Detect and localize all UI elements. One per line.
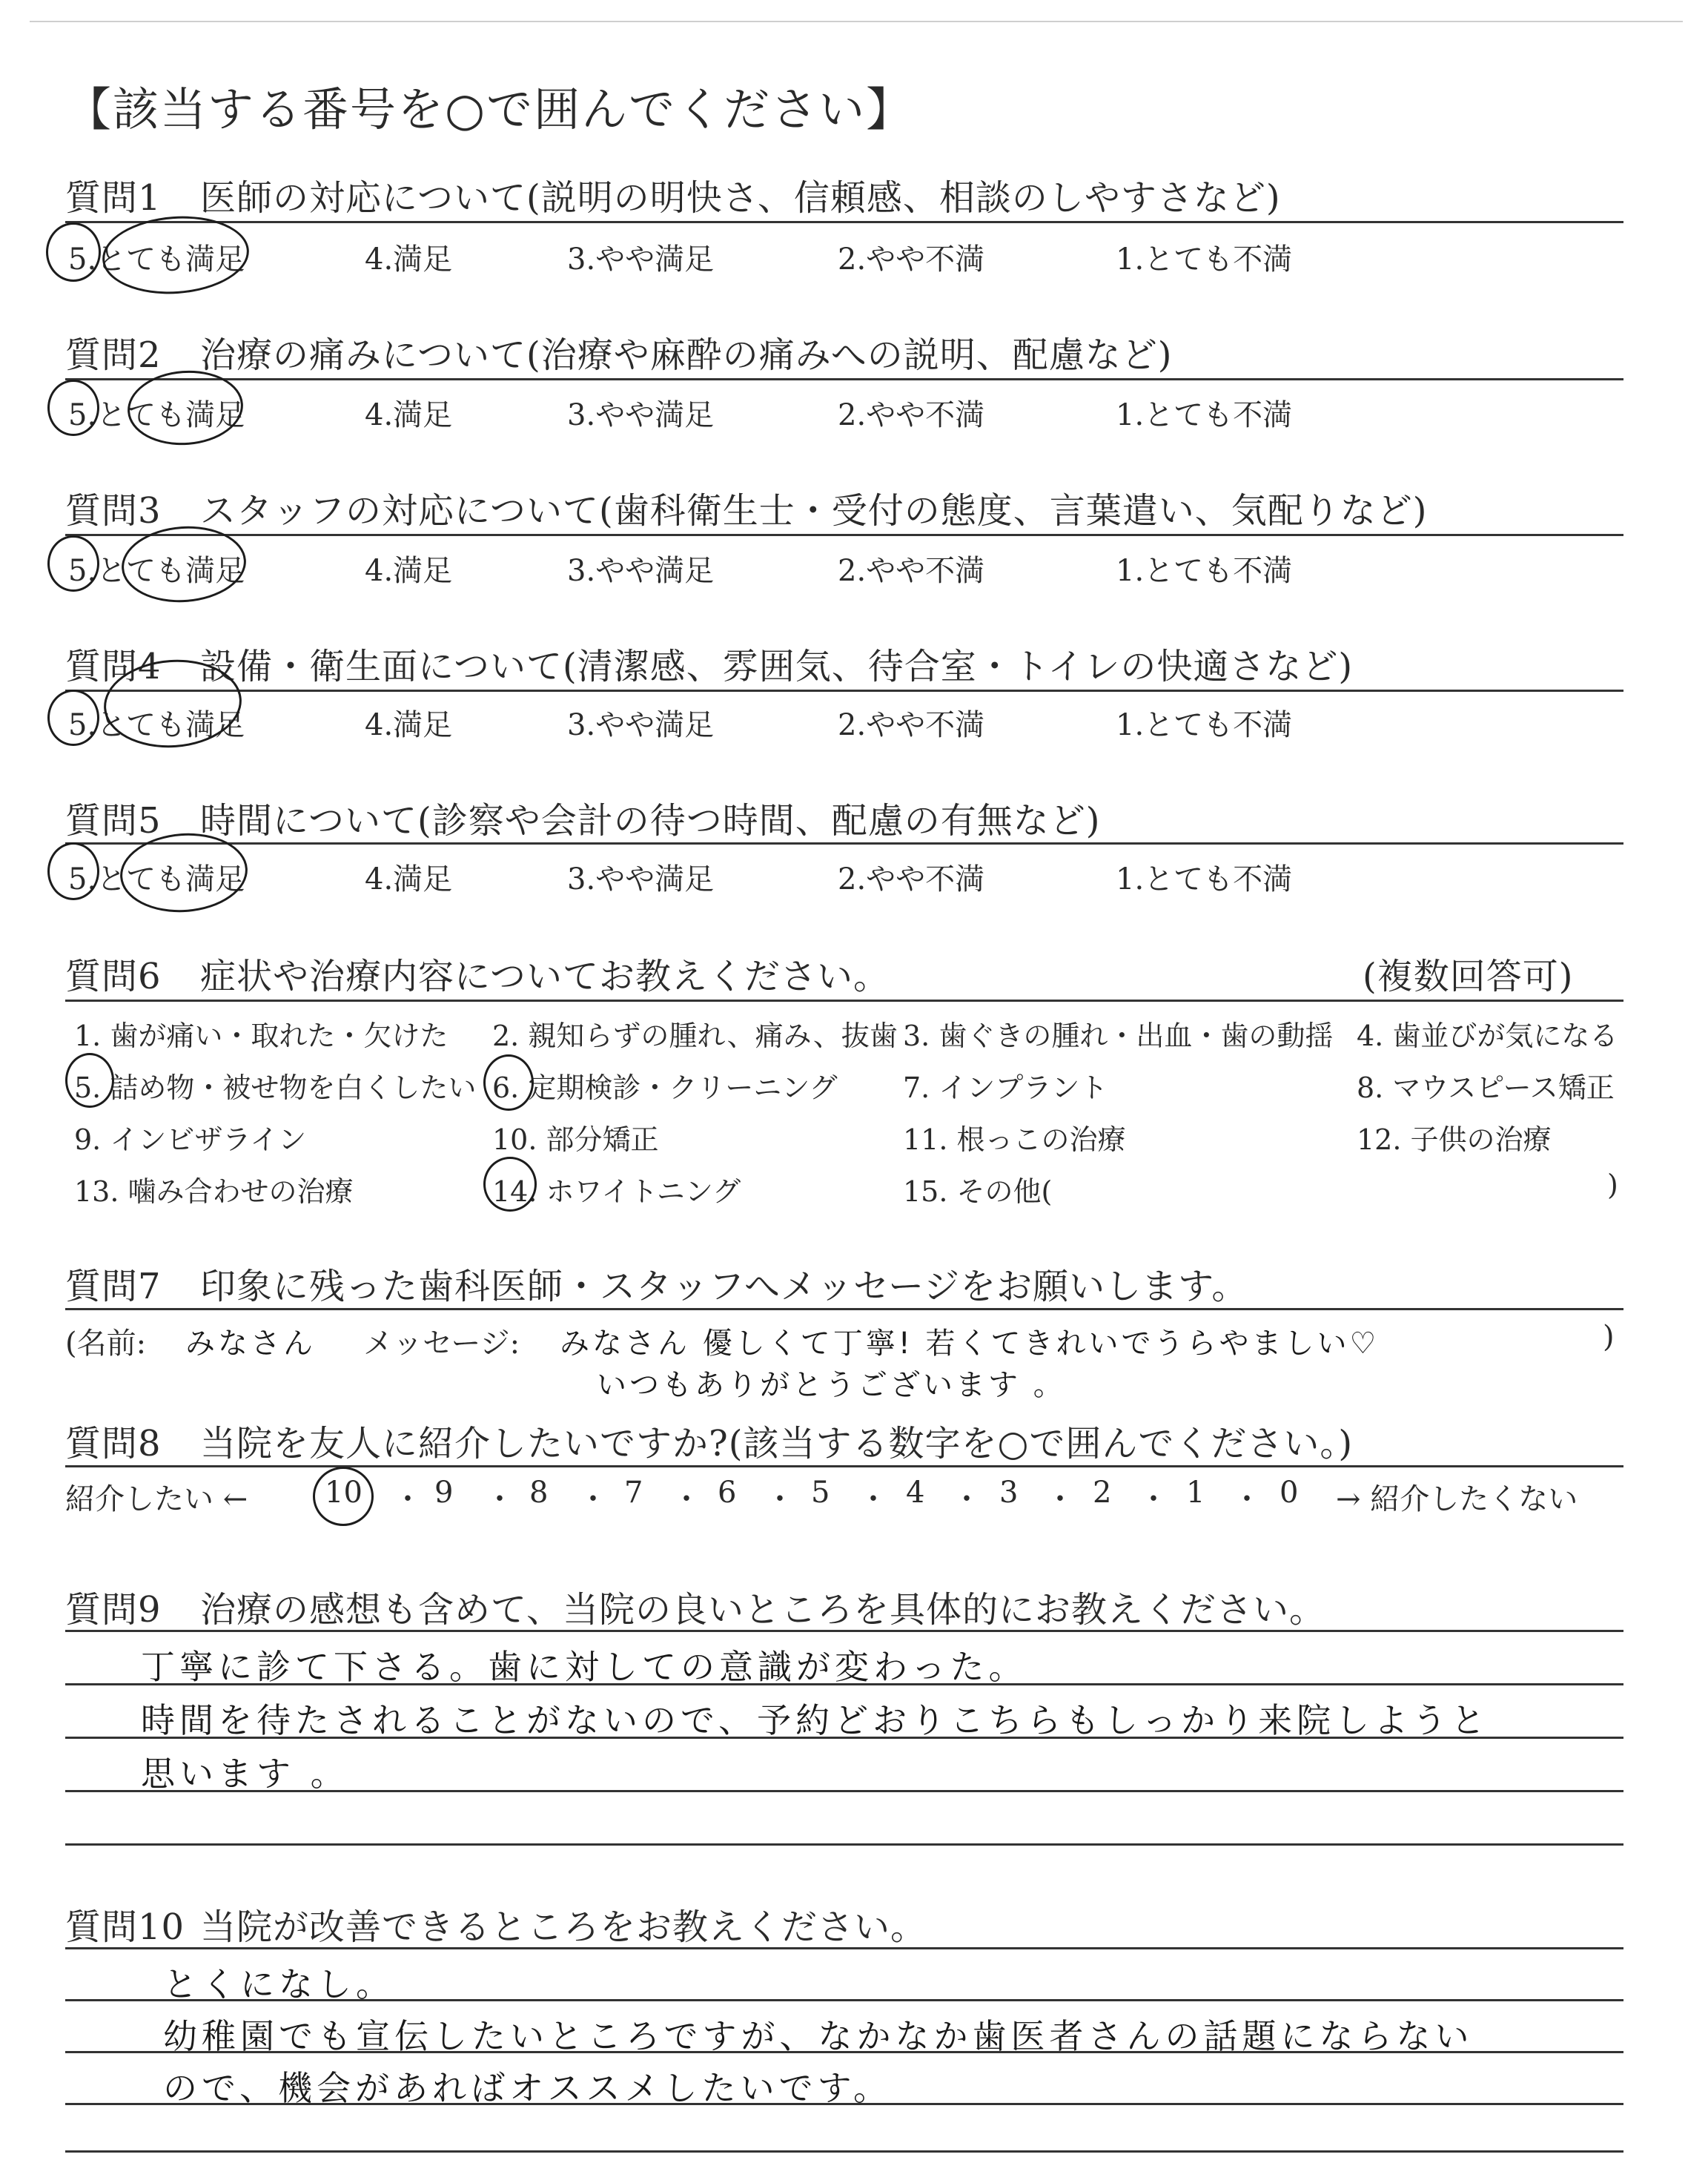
q8-scale-0[interactable]: 0 <box>1280 1476 1299 1510</box>
q8-scale-10[interactable]: 10 <box>325 1476 363 1510</box>
q2-label: 質問2 <box>65 334 162 376</box>
q5-option-3[interactable]: 3.やや満足 <box>567 862 715 896</box>
q2-text: 治療の痛みについて(治療や麻酔の痛みへの説明、配慮など) <box>200 334 1173 376</box>
q1-rule <box>65 221 1623 223</box>
q10-answer-line1[interactable]: とくになし。 <box>163 1964 394 2004</box>
q9-rule-1 <box>65 1630 1623 1632</box>
q1-label: 質問1 <box>65 177 162 219</box>
q7-message-line1[interactable]: みなさん 優しくて丁寧! 若くてきれいでうらやましい♡ <box>560 1327 1380 1361</box>
q8-scale-9[interactable]: 9 <box>434 1476 454 1510</box>
q6-text: 症状や治療内容についてお教えください。 <box>200 956 890 997</box>
q1-hand-circle-number <box>46 222 101 282</box>
q9-label: 質問9 <box>65 1589 162 1631</box>
q6-item-10[interactable]: 10. 部分矯正 <box>492 1123 659 1156</box>
q4-option-2[interactable]: 2.やや不満 <box>838 708 985 742</box>
q1-option-5[interactable]: 5.とても満足 <box>68 242 245 277</box>
q10-label: 質問10 <box>65 1906 185 1948</box>
q8-scale-8[interactable]: 8 <box>529 1476 549 1510</box>
q8-scale-dot-3: ・ <box>578 1482 608 1516</box>
q5-option-1[interactable]: 1.とても不満 <box>1116 862 1293 896</box>
q1-option-3[interactable]: 3.やや満足 <box>567 242 715 277</box>
q9-answer-line1[interactable]: 丁寧に診て下さる。歯に対しての意識が変わった。 <box>141 1647 1027 1687</box>
q6-item-2[interactable]: 2. 親知らずの腫れ、痛み、抜歯 <box>492 1020 898 1052</box>
q5-rule <box>65 842 1623 845</box>
q2-option-2[interactable]: 2.やや不満 <box>838 398 985 432</box>
q2-option-4[interactable]: 4.満足 <box>365 398 453 432</box>
q8-text: 当院を友人に紹介したいですか?(該当する数字を○で囲んでください。) <box>200 1423 1354 1464</box>
q4-label: 質問4 <box>65 646 162 687</box>
q8-scale-1[interactable]: 1 <box>1186 1476 1205 1510</box>
q8-scale-5[interactable]: 5 <box>811 1476 830 1510</box>
q5-option-2[interactable]: 2.やや不満 <box>838 862 985 896</box>
q4-hand-circle-number <box>47 690 99 746</box>
q1-option-2[interactable]: 2.やや不満 <box>838 242 985 277</box>
q2-option-1[interactable]: 1.とても不満 <box>1116 398 1293 432</box>
q3-option-1[interactable]: 1.とても不満 <box>1116 554 1293 588</box>
q4-option-1[interactable]: 1.とても不満 <box>1116 708 1293 742</box>
q6-item-9[interactable]: 9. インビザライン <box>74 1123 307 1156</box>
q8-scale-dot-4: ・ <box>672 1482 701 1516</box>
q10-rule-5 <box>65 2150 1623 2153</box>
q8-scale-dot-10: ・ <box>1232 1482 1262 1516</box>
q6-item-4[interactable]: 4. 歯並びが気になる <box>1357 1020 1618 1052</box>
q2-hand-circle-number <box>47 380 99 436</box>
q6-item-5[interactable]: 5. 詰め物・被せ物を白くしたい <box>74 1071 477 1104</box>
q8-scale-dot-5: ・ <box>765 1482 795 1516</box>
q3-text: スタッフの対応について(歯科衛生士・受付の態度、言葉遣い、気配りなど) <box>200 490 1428 532</box>
q6-item-1[interactable]: 1. 歯が痛い・取れた・欠けた <box>74 1020 448 1052</box>
q7-name-value[interactable]: みなさん <box>185 1327 316 1361</box>
page-title: 【該当する番号を○で囲んでください】 <box>65 82 914 136</box>
q3-option-5[interactable]: 5.とても満足 <box>68 554 245 588</box>
q6-item-12[interactable]: 12. 子供の治療 <box>1357 1123 1552 1156</box>
q2-rule <box>65 378 1623 380</box>
q4-text: 設備・衛生面について(清潔感、雰囲気、待合室・トイレの快適さなど) <box>200 646 1354 687</box>
q8-scale-6[interactable]: 6 <box>718 1476 737 1510</box>
q6-item-11[interactable]: 11. 根っこの治療 <box>903 1123 1126 1156</box>
q6-hand-circle-6 <box>483 1054 534 1111</box>
q9-text: 治療の感想も含めて、当院の良いところを具体的にお教えください。 <box>200 1589 1326 1631</box>
q4-option-5[interactable]: 5.とても満足 <box>68 708 245 742</box>
q5-label: 質問5 <box>65 800 162 842</box>
q3-option-4[interactable]: 4.満足 <box>365 554 453 588</box>
q1-hand-circle-label <box>100 211 252 299</box>
q3-label: 質問3 <box>65 490 162 532</box>
q1-option-1[interactable]: 1.とても不満 <box>1116 242 1293 277</box>
q8-scale-dot-8: ・ <box>1045 1482 1075 1516</box>
q6-label: 質問6 <box>65 956 162 997</box>
q8-scale-7[interactable]: 7 <box>624 1476 643 1510</box>
q7-text: 印象に残った歯科医師・スタッフへメッセージをお願いします。 <box>200 1266 1248 1307</box>
q3-hand-circle-number <box>47 535 99 592</box>
q8-left-label: 紹介したい ← <box>65 1482 248 1516</box>
q6-item-15[interactable]: 15. その他( <box>903 1175 1053 1208</box>
q8-scale-2[interactable]: 2 <box>1093 1476 1112 1510</box>
q5-hand-circle-number <box>47 842 99 900</box>
q4-option-4[interactable]: 4.満足 <box>365 708 453 742</box>
q7-name-label: (名前: <box>65 1327 147 1361</box>
q8-scale-dot-9: ・ <box>1139 1482 1168 1516</box>
q6-item-8[interactable]: 8. マウスピース矯正 <box>1357 1071 1615 1104</box>
q10-answer-line2[interactable]: 幼稚園でも宣伝したいところですが、なかなか歯医者さんの話題にならない <box>163 2016 1474 2056</box>
q10-answer-line3[interactable]: ので、機会があればオススメしたいです。 <box>163 2068 892 2108</box>
q5-text: 時間について(診察や会計の待つ時間、配慮の有無など) <box>200 800 1101 842</box>
q6-hand-circle-14 <box>483 1157 537 1212</box>
q9-rule-5 <box>65 1843 1623 1846</box>
q1-text: 医師の対応について(説明の明快さ、信頼感、相談のしやすさなど) <box>200 177 1281 219</box>
q9-answer-line2[interactable]: 時間を待たされることがないので、予約どおりこちらもしっかり来院しようと <box>141 1700 1490 1740</box>
q4-option-3[interactable]: 3.やや満足 <box>567 708 715 742</box>
q8-scale-dot-6: ・ <box>858 1482 888 1516</box>
q7-label: 質問7 <box>65 1266 162 1307</box>
q4-rule <box>65 690 1623 692</box>
q8-scale-dot-1: ・ <box>393 1482 423 1516</box>
q2-option-3[interactable]: 3.やや満足 <box>567 398 715 432</box>
q8-scale-dot-2: ・ <box>485 1482 514 1516</box>
q3-option-3[interactable]: 3.やや満足 <box>567 554 715 588</box>
q5-option-4[interactable]: 4.満足 <box>365 862 453 896</box>
q3-option-2[interactable]: 2.やや不満 <box>838 554 985 588</box>
q10-text: 当院が改善できるところをお教えください。 <box>200 1906 927 1948</box>
q6-item-3[interactable]: 3. 歯ぐきの腫れ・出血・歯の動揺 <box>903 1020 1334 1052</box>
q8-rule <box>65 1465 1623 1467</box>
q7-rule <box>65 1308 1623 1310</box>
q9-answer-line3[interactable]: 思います 。 <box>141 1754 349 1794</box>
q7-message-label: メッセージ: <box>363 1327 520 1361</box>
q1-option-4[interactable]: 4.満足 <box>365 242 453 277</box>
q6-note: (複数回答可) <box>1363 956 1574 997</box>
q7-message-line2[interactable]: いつもありがとうございます 。 <box>597 1368 1066 1402</box>
q5-option-5[interactable]: 5.とても満足 <box>68 862 245 896</box>
q6-item-6[interactable]: 6. 定期検診・クリーニング <box>492 1071 838 1104</box>
q6-item-13[interactable]: 13. 噛み合わせの治療 <box>74 1175 354 1208</box>
q6-rule <box>65 1000 1623 1002</box>
q8-scale-4[interactable]: 4 <box>906 1476 925 1510</box>
scan-edge-line <box>30 21 1683 22</box>
q3-rule <box>65 534 1623 536</box>
q8-label: 質問8 <box>65 1423 162 1464</box>
q6-hand-circle-5 <box>65 1053 114 1108</box>
q2-option-5[interactable]: 5.とても満足 <box>68 398 245 432</box>
q6-item-15-close: ) <box>1607 1169 1618 1201</box>
q6-item-7[interactable]: 7. インプラント <box>903 1071 1108 1104</box>
q8-hand-circle-10 <box>313 1467 374 1526</box>
q8-scale-dot-7: ・ <box>952 1482 982 1516</box>
q10-rule-1 <box>65 1947 1623 1949</box>
q8-right-label: → 紹介したくない <box>1336 1482 1578 1516</box>
q6-item-14[interactable]: 14. ホワイトニング <box>492 1175 741 1208</box>
q8-scale-3[interactable]: 3 <box>999 1476 1019 1510</box>
q7-close: ) <box>1603 1320 1615 1354</box>
